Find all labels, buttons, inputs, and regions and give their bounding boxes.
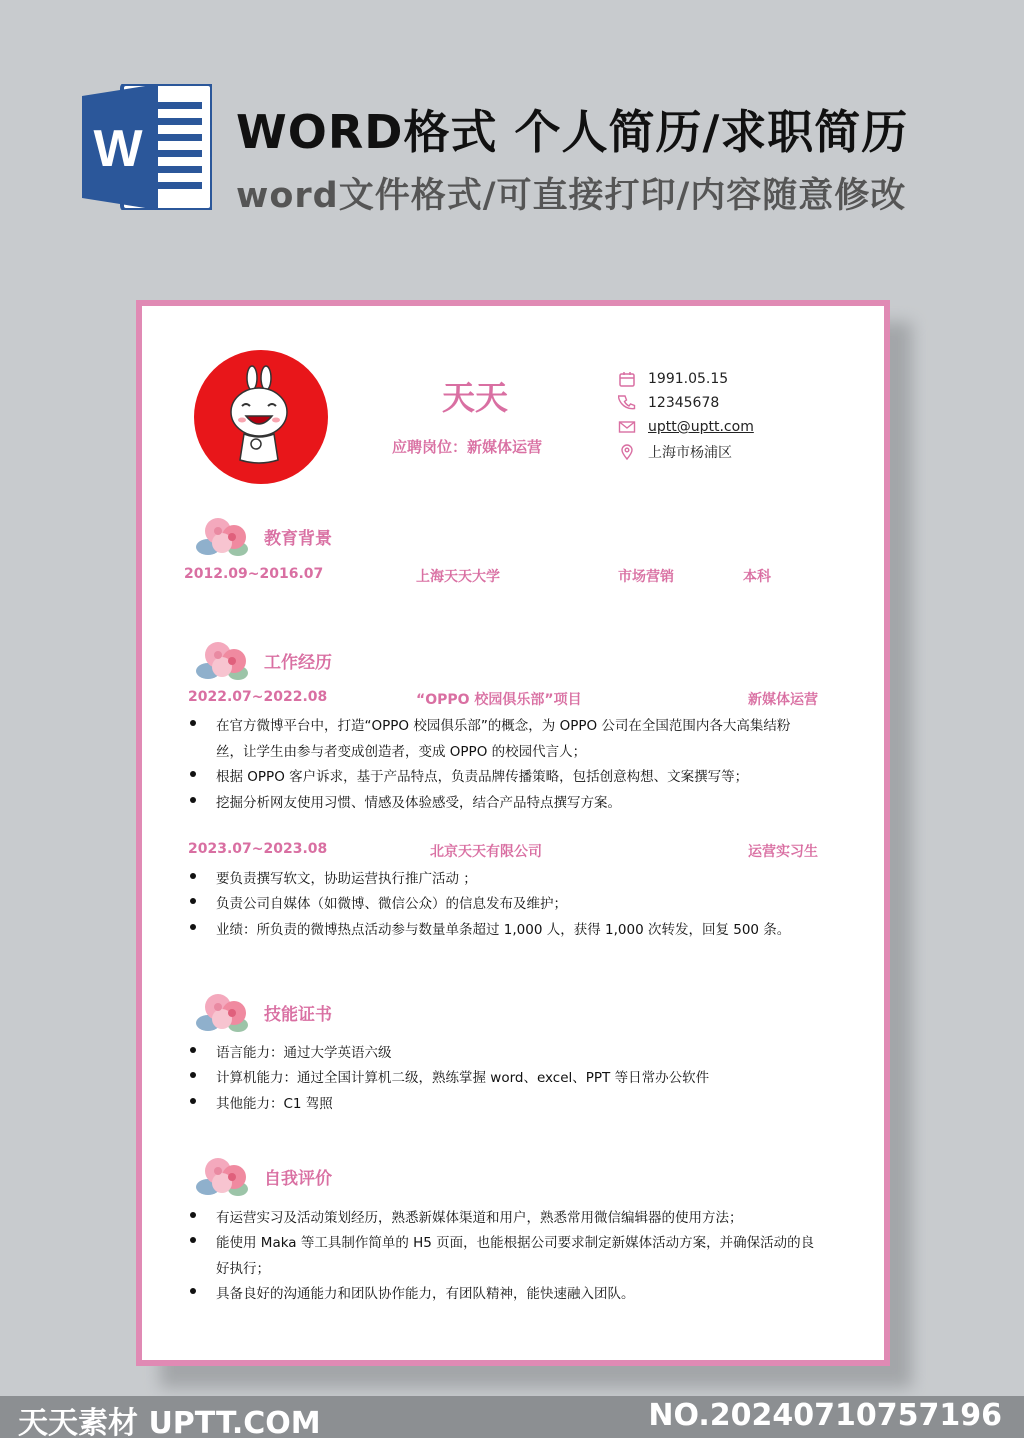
phone-text: 12345678 [648,395,720,411]
address-text: 上海市杨浦区 [648,445,732,461]
banner-subtitle: word文件格式/可直接打印/内容随意修改 [236,176,907,216]
section-education-header [194,510,332,562]
job-position: 应聘岗位：新媒体运营 [392,438,543,456]
work-1-period: 2022.07~2022.08 [188,689,328,705]
edu-period: 2012.09~2016.07 [184,566,324,582]
edu-degree: 本科 [743,569,771,585]
work-1-org: “OPPO 校园俱乐部”项目 [416,692,582,708]
calendar-icon [618,370,636,388]
section-title-work: 工作经历 [264,652,332,673]
contact-phone [618,394,719,412]
section-self-header [194,1150,332,1202]
mail-icon [618,418,636,436]
birthday-text: 1991.05.15 [648,371,729,387]
work-2-period: 2023.07~2023.08 [188,841,328,857]
list-item-continued: 好执行； [216,1261,270,1277]
section-title-education: 教育背景 [264,528,332,549]
flower-icon [194,635,252,685]
candidate-name: 天天 [442,378,508,417]
flower-icon [194,987,252,1037]
cartoon-rabbit-icon [194,350,328,484]
footer-serial-number: NO.20240710757196 [648,1398,1002,1433]
footer-site-name: 天天素材 UPTT.COM [18,1406,321,1438]
word-logo-icon [82,84,212,210]
banner-title: WORD格式 个人简历/求职简历 [236,105,909,159]
flower-icon [194,511,252,561]
location-pin-icon [618,443,636,461]
section-skills-header [194,986,332,1038]
edu-school: 上海天天大学 [416,569,500,585]
contact-address [618,442,732,462]
word-logo-letter: W [93,120,143,178]
contact-birthday [618,370,728,388]
edu-major: 市场营销 [618,569,674,585]
list-item-continued: 丝，让学生由参与者变成创造者，变成 OPPO 的校园代言人； [216,744,587,760]
avatar [194,350,328,484]
work-2-role: 运营实习生 [748,844,818,860]
section-title-skills: 技能证书 [264,1004,332,1025]
contact-email[interactable] [618,418,754,436]
section-work-header [194,634,332,686]
work-2-org: 北京天天有限公司 [430,844,542,860]
phone-icon [618,394,636,412]
section-title-self: 自我评价 [264,1168,332,1189]
email-link[interactable]: uptt@uptt.com [648,419,754,435]
work-1-role: 新媒体运营 [748,692,818,708]
flower-icon [194,1151,252,1201]
